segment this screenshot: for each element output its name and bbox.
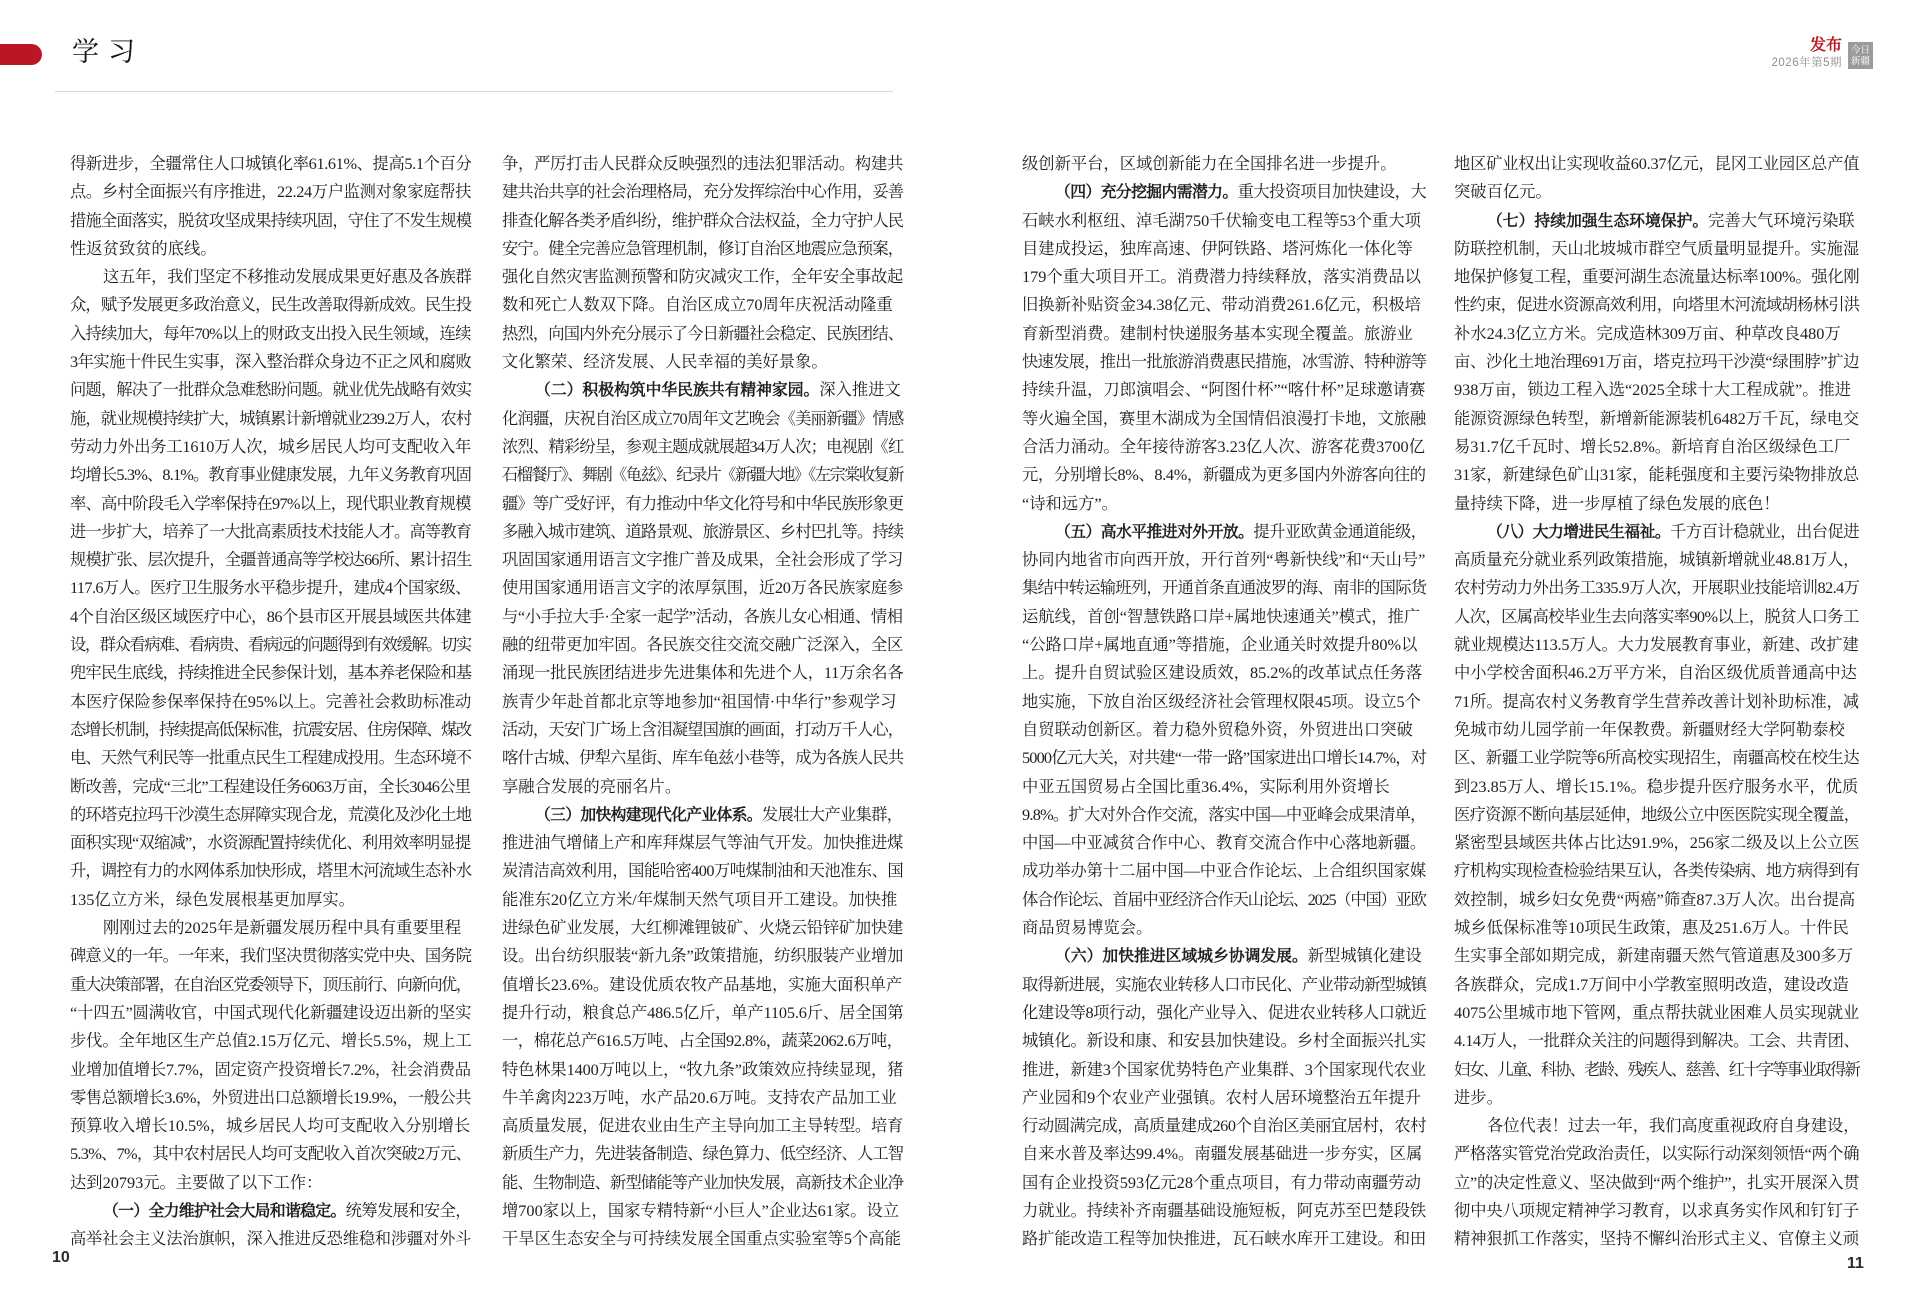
text-line: 进一步扩大，培养了一大批高素质技术技能人才。高等教育 xyxy=(70,521,472,541)
text-line: 炭清洁高效利用，国能哈密400万吨煤制油和天池准东、国 xyxy=(502,861,904,881)
text-line: “公路口岸+属地直通”等措施，企业通关时效提升80%以 xyxy=(1022,635,1418,655)
text-line: 路扩能改造工程等加快推进，瓦石峡水库开工建设。和田 xyxy=(1022,1229,1427,1249)
text-line: 合活力涌动。全年接待游客3.23亿人次、游客花费3700亿 xyxy=(1022,436,1425,456)
text-line: 117.6万人。医疗卫生服务水平稳步提升，建成4个国家级、 xyxy=(70,578,471,598)
text-line: 71所。提高农村义务教育学生营养改善计划补助标准，减 xyxy=(1454,691,1859,711)
text-line: 集结中转运输班列，开通首条直通波罗的海、南非的国际货 xyxy=(1022,578,1427,598)
text-line: 推进油气增储上产和库拜煤层气等油气开发。加快推进煤 xyxy=(502,833,904,853)
section-tab-marker xyxy=(0,44,42,65)
text-line: 目建成投运，独库高速、伊阿铁路、塔河炼化一体化等 xyxy=(1022,238,1413,258)
text-line: 高举社会主义法治旗帜，深入推进反恐维稳和涉疆对外斗 xyxy=(70,1229,472,1249)
text-line: 能源资源绿色转型，新增新能源装机6482万千瓦，绿电交 xyxy=(1454,408,1860,428)
text-line: 旧换新补贴资金34.38亿元、带动消费261.6亿元，积极培 xyxy=(1022,295,1421,315)
masthead xyxy=(1690,38,1842,70)
text-column-3 xyxy=(1022,150,1426,1254)
text-line: 农村劳动力外出务工335.9万人次，开展职业技能培训82.4万 xyxy=(1454,578,1860,598)
masthead-issue: 2026年第5期 xyxy=(1771,57,1842,69)
text-line: 成功举办第十二届中国—中亚合作论坛、上合组织国家媒 xyxy=(1022,861,1427,881)
text-line: 兜牢民生底线，持续推进全民参保计划，基本养老保险和基 xyxy=(70,663,472,683)
header-divider xyxy=(55,91,893,92)
text-line: 面积实现“双缩减”，水资源配置持续优化、利用效率明显提 xyxy=(70,833,471,853)
text-line: 进步。 xyxy=(1454,1087,1503,1107)
text-line: 量持续下降，进一步厚植了绿色发展的底色！ xyxy=(1454,493,1780,513)
text-line: 区、新疆工业学院等6所高校实现招生，南疆高校在校生达 xyxy=(1454,748,1860,768)
section-heading: （七）持续加强生态环境保护。 xyxy=(1487,212,1709,230)
section-heading: （一）全力维护社会大局和谐稳定。 xyxy=(103,1202,346,1220)
text-line: 均增长5.3%、8.1%。教育事业健康发展，九年义务教育巩固 xyxy=(70,465,472,485)
text-line: （五）高水平推进对外开放。提升亚欧黄金通道能级， xyxy=(1055,521,1427,541)
text-line: 争，严厉打击人民群众反映强烈的违法犯罪活动。构建共 xyxy=(502,154,904,173)
text-line: 中国—中亚减贫合作中心、教育交流合作中心落地新疆。 xyxy=(1022,833,1427,853)
text-line: 紧密型县域医共体占比达91.9%，256家二级及以上公立医 xyxy=(1454,833,1860,853)
text-line: 一，棉花总产616.5万吨、占全国92.8%，蔬菜2062.6万吨， xyxy=(502,1031,903,1051)
text-line: 元，分别增长8%、8.4%，新疆成为更多国内外游客向往的 xyxy=(1022,465,1426,485)
text-line: 牛羊禽肉223万吨，水产品20.6万吨。支持农产品加工业 xyxy=(502,1087,897,1107)
text-line: 疗机构实现检查检验结果互认，各类传染病、地方病得到有 xyxy=(1454,861,1860,881)
text-line: 生实事全部如期完成，新建南疆天然气管道惠及300多万 xyxy=(1454,946,1853,966)
text-line: 城乡低保标准等10项民生政策，惠及251.6万人。十件民 xyxy=(1454,918,1849,938)
text-line: （六）加快推进区域城乡协调发展。新型城镇化建设 xyxy=(1055,946,1422,966)
text-line: 性返贫致贫的底线。 xyxy=(70,238,217,258)
text-line: 重大决策部署，在自治区党委领导下，顶压前行、向新向优， xyxy=(70,974,471,994)
text-line: 值增长23.6%。建设优质农牧产品基地，实施大面积单产 xyxy=(502,974,903,994)
text-line: 性约束，促进水资源高效利用，向塔里木河流域胡杨林引洪 xyxy=(1454,295,1860,315)
text-line: 多融入城市建筑、道路景观、旅游景区、乡村巴扎等。持续 xyxy=(502,521,904,541)
text-line: 推进，新建3个国家优势特色产业集群、3个国家现代农业 xyxy=(1022,1059,1426,1079)
text-line: 5.3%、7%，其中农村居民人均可支配收入首次突破2万元、 xyxy=(70,1144,472,1164)
text-line: 易31.7亿千瓦时、增长52.8%。新培育自治区级绿色工厂 xyxy=(1454,436,1851,456)
text-line: 各族群众，完成1.7万间中小学教室照明改造，建设改造 xyxy=(1454,974,1849,994)
text-line: 与“小手拉大手·全家一起学”活动，各族儿女心相通、情相 xyxy=(502,606,903,626)
text-line: 商品贸易博览会。 xyxy=(1022,918,1153,938)
text-line: 问题，解决了一批群众急难愁盼问题。就业优先战略有效实 xyxy=(70,380,472,400)
text-line: 数和死亡人数双下降。自治区成立70周年庆祝活动隆重 xyxy=(502,295,893,315)
section-heading: （四）充分挖掘内需潜力。 xyxy=(1055,184,1238,202)
text-line: 179个重大项目开工。消费潜力持续释放，落实消费品以 xyxy=(1022,267,1421,287)
text-line: （七）持续加强生态环境保护。完善大气环境污染联 xyxy=(1487,210,1855,230)
text-column-4 xyxy=(1454,150,1859,1254)
text-line: 率、高中阶段毛入学率保持在97%以上，现代职业教育规模 xyxy=(70,493,471,513)
section-heading: （二）积极构筑中华民族共有精神家园。 xyxy=(535,382,820,400)
text-line: 涌现一批民族团结进步先进集体和先进个人，11万余名各 xyxy=(502,663,904,683)
text-line: 入持续加大，每年70%以上的财政支出投入民生领域，连续 xyxy=(70,323,471,343)
text-line: 效控制，城乡妇女免费“两癌”筛查87.3万人次。出台提高 xyxy=(1454,889,1856,909)
text-line: 就业规模达113.5万人。大力发展教育事业，新建、改扩建 xyxy=(1454,635,1859,655)
text-line: 能准东20亿立方米/年煤制天然气项目开工建设。加快推 xyxy=(502,889,898,909)
section-heading: （五）高水平推进对外开放。 xyxy=(1055,523,1254,541)
text-line: 快速发展，推出一批旅游消费惠民措施，冰雪游、特种游等 xyxy=(1022,352,1427,372)
page-number-right: 11 xyxy=(1847,1255,1864,1272)
text-line: 持续升温，刀郎演唱会、“阿图什杯”“喀什杯”足球邀请赛 xyxy=(1022,380,1426,400)
text-line: 排查化解各类矛盾纠纷，维护群众合法权益，全力守护人民 xyxy=(502,210,904,230)
text-line: 免城市幼儿园学前一年保教费。新疆财经大学阿勒泰校 xyxy=(1454,719,1845,739)
text-line: 本医疗保险参保率保持在95%以上。完善社会救助标准动 xyxy=(70,691,472,711)
text-line: 运航线，首创“智慧铁路口岸+属地快速通关”模式，推广 xyxy=(1022,606,1421,626)
text-line: 取得新进展，实施农业转移人口市民化、产业带动新型城镇 xyxy=(1022,974,1427,994)
text-line: 自来水普及率达99.4%。南疆发展基础进一步夯实，区属 xyxy=(1022,1144,1423,1164)
text-line: 城镇化。新设和康、和安县加快建设。乡村全面振兴扎实 xyxy=(1022,1031,1427,1051)
text-line: “诗和远方”。 xyxy=(1022,493,1118,513)
text-line: 规模扩张、层次提升，全疆普通高等学校达66所、累计招生 xyxy=(70,550,472,570)
text-line: 高质量充分就业系列政策措施，城镇新增就业48.81万人， xyxy=(1454,550,1860,570)
text-line: 建共治共享的社会治理格局，充分发挥综治中心作用，妥善 xyxy=(502,182,904,202)
text-line: 各位代表！过去一年，我们高度重视政府自身建设， xyxy=(1487,1116,1860,1136)
text-line: 升，调控有力的水网体系加快形成，塔里木河流域生态补水 xyxy=(70,861,472,881)
text-line: 到23.85万人、增长15.1%。稳步提升医疗服务水平，优质 xyxy=(1454,776,1859,796)
text-line: 融的纽带更加牢固。各民族交往交流交融广泛深入，全区 xyxy=(502,635,904,655)
text-line: 预算收入增长10.5%，城乡居民人均可支配收入分别增长 xyxy=(70,1116,471,1136)
section-heading: （八）大力增进民生福祉。 xyxy=(1487,523,1671,541)
text-line: 增700家以上，国家专精特新“小巨人”企业达61家。设立 xyxy=(502,1200,900,1220)
text-line: 劳动力外出务工1610万人次，城乡居民人均可支配收入年 xyxy=(70,436,472,456)
text-line: 提升行动，粮食总产486.5亿斤，单产1105.6斤、居全国第 xyxy=(502,1002,904,1022)
text-line: 地实施，下放自治区级经济社会管理权限45项。设立5个 xyxy=(1022,691,1421,711)
text-line: 化建设等8项行动，强化产业导入、促进农业转移人口就近 xyxy=(1022,1002,1427,1022)
text-line: 自贸联动创新区。着力稳外贸稳外资，外贸进出口突破 xyxy=(1022,719,1413,739)
text-line: 产业园和9个农业产业强镇。农村人居环境整治五年提升 xyxy=(1022,1087,1421,1107)
text-line: 地区矿业权出让实现收益60.37亿元，昆冈工业园区总产值 xyxy=(1454,154,1860,173)
text-line: 938万亩，锁边工程入选“2025全球十大工程成就”。推进 xyxy=(1454,380,1852,400)
text-line: 妇女、儿童、科协、老龄、残疾人、慈善、红十字等事业取得新 xyxy=(1454,1059,1859,1079)
text-line: 族青少年赴首都北京等地参加“祖国情·中华行”参观学习 xyxy=(502,691,897,711)
text-line: 高质量发展，促进农业由生产主导向加工主导转型。培育 xyxy=(502,1116,904,1136)
text-line: 5000亿元大关，对共建“一带一路”国家进出口增长14.7%，对 xyxy=(1022,748,1427,768)
text-line: 协同内地省市向西开放，开行首列“粤新快线”和“天山号” xyxy=(1022,550,1426,570)
section-title: 学习 xyxy=(72,37,144,67)
text-line: 医疗资源不断向基层延伸，地级公立中医医院实现全覆盖， xyxy=(1454,804,1860,824)
text-line: 石榴餐厅》、舞剧《龟兹》、纪录片《新疆大地》《左宗棠收复新 xyxy=(502,465,903,485)
text-line: 干旱区生态安全与可持续发展全国重点实验室等5个高能 xyxy=(502,1229,901,1249)
text-line: 施，就业规模持续扩大，城镇累计新增就业239.2万人，农村 xyxy=(70,408,472,428)
text-line: 喀什古城、伊犁六星街、库车龟兹小巷等，成为各族人民共 xyxy=(502,748,904,768)
magazine-logo-line2: 新疆 xyxy=(1850,55,1870,67)
text-line: 亩、沙化土地治理691万亩，塔克拉玛干沙漠“绿围脖”扩边 xyxy=(1454,352,1860,372)
text-line: 达到20793元。主要做了以下工作： xyxy=(70,1172,323,1192)
page-number-left: 10 xyxy=(52,1249,70,1266)
text-line: 措施全面落实，脱贫攻坚成果持续巩固，守住了不发生规模 xyxy=(70,210,472,230)
text-line: 4.14万人，一批群众关注的问题得到解决。工会、共青团、 xyxy=(1454,1031,1860,1051)
text-line: 级创新平台，区域创新能力在全国排名进一步提升。 xyxy=(1022,154,1397,173)
text-line: 力就业。持续补齐南疆基础设施短板，阿克苏至巴楚段铁 xyxy=(1022,1200,1427,1220)
text-line: 热烈，向国内外充分展示了今日新疆社会稳定、民族团结、 xyxy=(502,323,904,343)
magazine-logo-line1: 今日 xyxy=(1850,44,1870,56)
text-line: 补水24.3亿立方米。完成造林309万亩、种草改良480万 xyxy=(1454,323,1841,343)
masthead-title: 发布 xyxy=(1809,37,1842,54)
text-line: （四）充分挖掘内需潜力。重大投资项目加快建设，大 xyxy=(1055,182,1427,202)
text-line: 强化自然灾害监测预警和防灾减灾工作，全年安全事故起 xyxy=(502,267,904,287)
text-line: 文化繁荣、经济发展、人民幸福的美好景象。 xyxy=(502,352,828,372)
text-line: 能、生物制造、新型储能等产业加快发展，高新技术企业净 xyxy=(502,1172,904,1192)
text-line: 业增加值增长7.7%，固定资产投资增长7.2%，社会消费品 xyxy=(70,1059,471,1079)
text-line: 设，群众看病难、看病贵、看病远的问题得到有效缓解。切实 xyxy=(70,635,471,655)
text-line: 碑意义的一年。一年来，我们坚决贯彻落实党中央、国务院 xyxy=(70,946,472,966)
text-line: 行动圆满完成，高质量建成260个自治区美丽宜居村，农村 xyxy=(1022,1116,1427,1136)
text-line: 地保护修复工程，重要河湖生态流量达标率100%。强化刚 xyxy=(1454,267,1860,287)
text-line: 使用国家通用语言文字的浓厚氛围，近20万各民族家庭参 xyxy=(502,578,904,598)
text-column-1 xyxy=(70,150,471,1254)
text-line: “十四五”圆满收官，中国式现代化新疆建设迈出新的坚实 xyxy=(70,1002,472,1022)
text-line: 3年实施十件民生实事，深入整治群众身边不正之风和腐败 xyxy=(70,352,472,372)
text-line: 人次，区属高校毕业生去向落实率90%以上，脱贫人口务工 xyxy=(1454,606,1859,626)
text-line: （八）大力增进民生福祉。千方百计稳就业，出台促进 xyxy=(1487,521,1859,541)
magazine-logo xyxy=(1848,42,1873,69)
text-line: 9.8%。扩大对外合作交流，落实中国—中亚峰会成果清单， xyxy=(1022,804,1426,824)
text-line: 防联控机制，天山北坡城市群空气质量明显提升。实施湿 xyxy=(1454,238,1860,258)
text-line: 疆》等广受好评，有力推动中华文化符号和中华民族形象更 xyxy=(502,493,904,513)
text-line: 中亚五国贸易占全国比重36.4%，实际利用外资增长 xyxy=(1022,776,1390,796)
text-line: 电、天然气利民等一批重点民生工程建成投用。生态环境不 xyxy=(70,748,472,768)
section-heading: （六）加快推进区域城乡协调发展。 xyxy=(1055,948,1308,966)
text-line: 安宁。健全完善应急管理机制，修订自治区地震应急预案， xyxy=(502,238,904,258)
text-line: 态增长机制，持续提高低保标准，抗震安居、住房保障、煤改 xyxy=(70,719,471,739)
text-line: 巩固国家通用语言文字推广普及成果，全社会形成了学习 xyxy=(502,550,904,570)
text-line: 得新进步，全疆常住人口城镇化率61.61%、提高5.1个百分 xyxy=(70,154,472,173)
text-line: 浓烈、精彩纷呈，参观主题成就展超34万人次；电视剧《红 xyxy=(502,436,904,456)
text-line: 的环塔克拉玛干沙漠生态屏障实现合龙，荒漠化及沙化土地 xyxy=(70,804,472,824)
text-line: 享融合发展的亮丽名片。 xyxy=(502,776,682,796)
text-line: 零售总额增长3.6%，外贸进出口总额增长19.9%，一般公共 xyxy=(70,1087,471,1107)
text-line: 精神狠抓工作落实，坚持不懈纠治形式主义、官僚主义顽 xyxy=(1454,1229,1860,1249)
text-line: 设。出台纺织服装“新九条”政策措施，纺织服装产业增加 xyxy=(502,946,904,966)
text-line: 断改善，完成“三北”工程建设任务6063万亩，全长3046公里 xyxy=(70,776,471,796)
section-heading: （三）加快构建现代化产业体系。 xyxy=(535,806,762,824)
text-line: 石峡水利枢纽、淖毛湖750千伏输变电工程等53个重大项 xyxy=(1022,210,1421,230)
text-line: 135亿立方米，绿色发展根基更加厚实。 xyxy=(70,889,355,909)
text-line: 新质生产力，先进装备制造、绿色算力、低空经济、人工智 xyxy=(502,1144,904,1164)
text-line: 国有企业投资593亿元28个重点项目，有力带动南疆劳动 xyxy=(1022,1172,1421,1192)
text-line: （三）加快构建现代化产业体系。发展壮大产业集群， xyxy=(535,804,903,824)
text-line: 众，赋予发展更多政治意义，民生改善取得新成效。民生投 xyxy=(70,295,472,315)
text-line: 进绿色矿业发展，大红柳滩锂铍矿、火烧云铅锌矿加快建 xyxy=(502,918,904,938)
text-line: 步伐。全年地区生产总值2.15万亿元、增长5.5%，规上工 xyxy=(70,1031,472,1051)
text-line: 化润疆，庆祝自治区成立70周年文艺晚会《美丽新疆》情感 xyxy=(502,408,904,428)
text-line: 上。提升自贸试验区建设质效，85.2%的改革试点任务落 xyxy=(1022,663,1423,683)
text-line: 4个自治区级区域医疗中心，86个县市区开展县域医共体建 xyxy=(70,606,472,626)
text-line: 点。乡村全面振兴有序推进，22.24万户监测对象家庭帮扶 xyxy=(70,182,472,202)
text-line: 彻中央八项规定精神学习教育，以求真务实作风和钉钉子 xyxy=(1454,1200,1860,1220)
text-line: 中小学校舍面积46.2万平方米，自治区级优质普通高中达 xyxy=(1454,663,1857,683)
text-line: 育新型消费。建制村快递服务基本实现全覆盖。旅游业 xyxy=(1022,323,1413,343)
text-line: 特色林果1400万吨以上，“牧九条”政策效应持续显现，猪 xyxy=(502,1059,904,1079)
text-line: 严格落实管党治党政治责任，以实际行动深刻领悟“两个确 xyxy=(1454,1144,1860,1164)
text-line: 立”的决定性意义、坚决做到“两个维护”，扎实开展深入贯 xyxy=(1454,1172,1860,1192)
text-column-2 xyxy=(502,150,903,1254)
text-line: 刚刚过去的2025年是新疆发展历程中具有重要里程 xyxy=(103,918,462,938)
text-line: 活动，天安门广场上含泪凝望国旗的画面，打动万千人心， xyxy=(502,719,904,739)
text-line: 这五年，我们坚定不移推动发展成果更好惠及各族群 xyxy=(103,267,472,287)
text-line: 体合作论坛、首届中亚经济合作天山论坛、2025（中国）亚欧 xyxy=(1022,889,1426,909)
text-line: 4075公里城市地下管网，重点帮扶就业困难人员实现就业 xyxy=(1454,1002,1860,1022)
text-line: 31家，新建绿色矿山31家，能耗强度和主要污染物排放总 xyxy=(1454,465,1860,485)
text-line: （二）积极构筑中华民族共有精神家园。深入推进文 xyxy=(535,380,901,400)
text-line: 突破百亿元。 xyxy=(1454,182,1552,202)
text-line: （一）全力维护社会大局和谐稳定。统筹发展和安全， xyxy=(103,1200,471,1220)
text-line: 等火遍全国，赛里木湖成为全国情侣浪漫打卡地，文旅融 xyxy=(1022,408,1427,428)
